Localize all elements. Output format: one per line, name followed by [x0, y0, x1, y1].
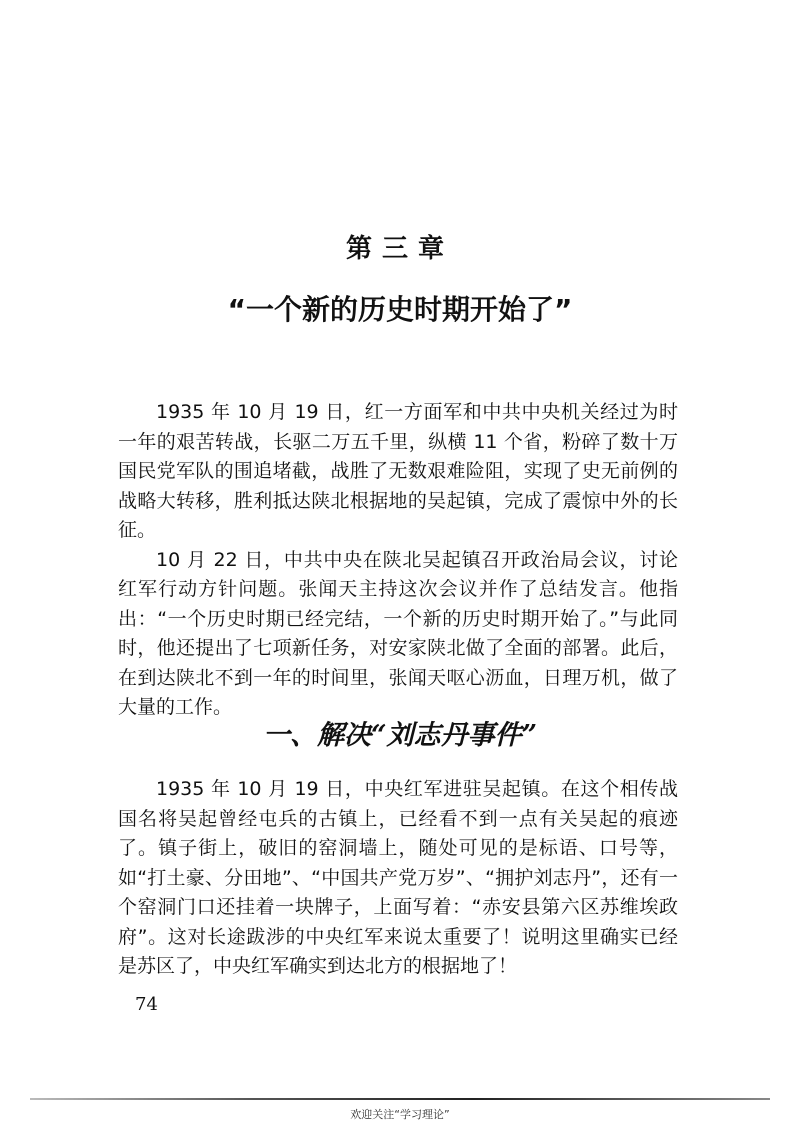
paragraph: 10 月 22 日，中共中央在陕北吴起镇召开政治局会议，讨论红军行动方针问题。张闻天主持这次会议并作了总结发言。他指出：“一个历史时期已经完结，一个新的历史时期开始了。”与此同时，他还提出了七项新任务，对安家陕北做了全面的部署。此后，在到达陕北不到一年的时间里，张闻天呕心沥血，日理万机，做了大量的工作。: [118, 548, 678, 718]
paragraph: 1935 年 10 月 19 日，中央红军进驻吴起镇。在这个相传战国名将吴起曾经屯兵的古镇上，已经看不到一点有关吴起的痕迹了。镇子街上，破旧的窑洞墙上，随处可见的是标语、口号等，如“打土豪、分田地”、“中国共产党万岁”、“拥护刘志丹”，还有一个窑洞门口还挂着一块牌子，上面写着：“赤安县第六区苏维埃政府”。这对长途跋涉的中央红军来说太重要了！说明这里确实已经是苏区了，中央红军确实到达北方的根据地了！: [118, 778, 678, 977]
footer-note: 欢迎关注“学习理论”: [350, 1108, 450, 1121]
paragraph: 1935 年 10 月 19 日，红一方面军和中共中央机关经过为时一年的艰苦转战，长驱二万五千里，纵横 11 个省，粉碎了数十万国民党军队的围追堵截，战胜了无数艰难险阻，实现了史无前例的战略大转移，胜利抵达陕北根据地的吴起镇，完成了震惊中外的长征。: [118, 401, 678, 541]
footer-divider: [30, 1098, 770, 1100]
intro-text: [118, 398, 678, 723]
chapter-label: 第三章: [345, 234, 454, 264]
chapter-title: “一个新的历史时期开始了”: [227, 293, 573, 326]
section-text: [118, 775, 678, 982]
page-number: 74: [135, 994, 158, 1015]
section-heading: 一、解决“刘志丹事件”: [262, 720, 538, 751]
